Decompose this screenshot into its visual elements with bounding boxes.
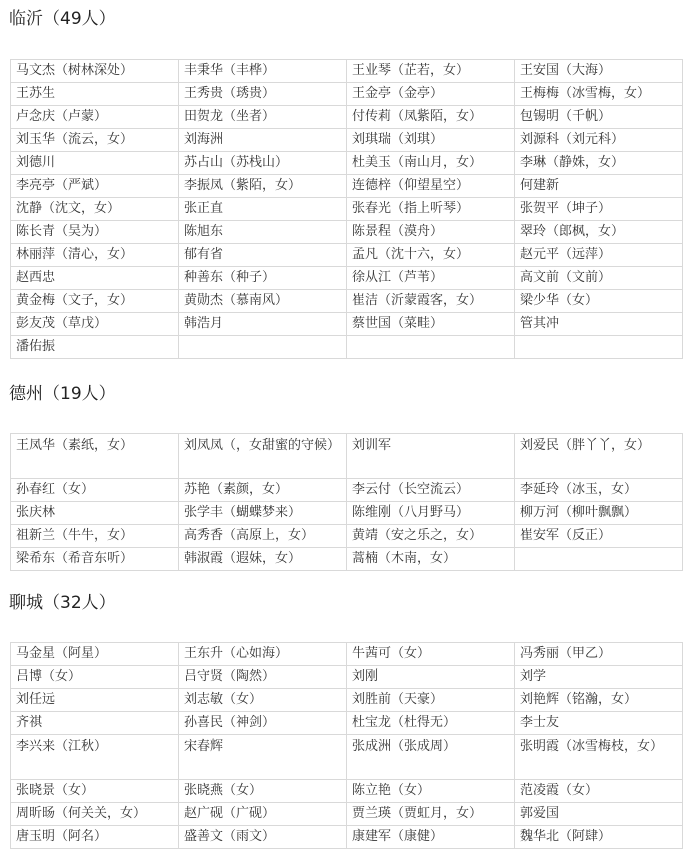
table-cell: 徐从江（芦苇） [347,267,515,290]
table-cell: 李亮亭（严斌） [11,175,179,198]
table-cell: 康建军（康健） [347,826,515,849]
table-cell: 张正直 [179,198,347,221]
table-row [11,244,683,267]
table-cell: 包锡明（千帆） [515,106,683,129]
table-cell: 刘艳辉（铭瀚，女） [515,689,683,712]
table-row [11,198,683,221]
table-cell: 陈立艳（女） [347,780,515,803]
table-cell: 赵元平（远萍） [515,244,683,267]
member-table [10,642,683,849]
table-row [11,221,683,244]
table-row [11,826,683,849]
table-cell: 贾兰瑛（贾虹月，女） [347,803,515,826]
table-row [11,712,683,735]
table-cell: 王苏生 [11,83,179,106]
table-cell: 崔安军（反正） [515,525,683,548]
table-cell: 郁有省 [179,244,347,267]
table-cell: 张庆林 [11,502,179,525]
table-row [11,175,683,198]
table-cell: 潘佑振 [11,336,179,359]
table-cell: 种善东（种子） [179,267,347,290]
table-cell: 刘海洲 [179,129,347,152]
table-row [11,689,683,712]
table-cell: 苏占山（苏栈山） [179,152,347,175]
member-table [10,433,683,571]
table-cell: 赵西忠 [11,267,179,290]
section-title: 聊城（32人） [9,593,116,613]
table-row [11,106,683,129]
table-cell: 杜宝龙（杜得无） [347,712,515,735]
table-cell: 黄靖（安之乐之，女） [347,525,515,548]
table-cell: 范凌霞（女） [515,780,683,803]
table-cell: 李琳（静姝，女） [515,152,683,175]
table-cell [347,336,515,359]
table-cell: 梁少华（女） [515,290,683,313]
table-cell: 陈景程（漠舟） [347,221,515,244]
table-cell: 张晓景（女） [11,780,179,803]
table-cell: 陈长青（吴为） [11,221,179,244]
section-title: 临沂（49人） [9,9,116,29]
table-cell: 连德梓（仰望星空） [347,175,515,198]
table-cell: 黄金梅（文子，女） [11,290,179,313]
table-cell: 吕守贤（陶然） [179,666,347,689]
table-cell: 刘源科（刘元科） [515,129,683,152]
table-cell: 李兴来（江秋） [11,735,179,780]
table-cell: 何建新 [515,175,683,198]
table-cell: 黄勋杰（慕南风） [179,290,347,313]
table-row [11,60,683,83]
table-row [11,313,683,336]
table-row [11,666,683,689]
table-cell: 张成洲（张成周） [347,735,515,780]
table-cell: 翠玲（郎枫，女） [515,221,683,244]
table-cell: 张明霞（冰雪梅枝，女） [515,735,683,780]
table-cell: 张贺平（坤子） [515,198,683,221]
table-cell [515,336,683,359]
member-table [10,59,683,359]
table-row [11,434,683,479]
table-row [11,548,683,571]
table-cell: 韩淑霞（遐妹，女） [179,548,347,571]
table-cell: 高秀香（高原上，女） [179,525,347,548]
table-cell: 彭友茂（草戊） [11,313,179,336]
table-cell: 周昕旸（何关关，女） [11,803,179,826]
table-cell: 孙春红（女） [11,479,179,502]
table-cell: 冯秀丽（甲乙） [515,643,683,666]
table-row [11,152,683,175]
table-row [11,290,683,313]
table-cell: 柳万河（柳叶飘飘） [515,502,683,525]
table-cell: 张学丰（蝴蝶梦来） [179,502,347,525]
table-cell: 刘爱民（胖丫丫，女） [515,434,683,479]
table-cell: 田贺龙（坐者） [179,106,347,129]
table-cell: 蔡世国（菜畦） [347,313,515,336]
table-cell: 盛善文（雨文） [179,826,347,849]
table-row [11,129,683,152]
table-cell: 李士友 [515,712,683,735]
table-cell: 孟凡（沈十六，女） [347,244,515,267]
table-cell: 崔洁（沂蒙霞客，女） [347,290,515,313]
table-cell: 刘学 [515,666,683,689]
table-cell: 林丽萍（清心，女） [11,244,179,267]
table-cell: 刘志敏（女） [179,689,347,712]
table-row [11,502,683,525]
table-cell: 韩浩月 [179,313,347,336]
table-cell: 张春光（指上听琴） [347,198,515,221]
table-cell: 管其冲 [515,313,683,336]
table-cell: 宋春辉 [179,735,347,780]
table-cell: 王安国（大海） [515,60,683,83]
table-cell: 祖新兰（牛牛，女） [11,525,179,548]
table-cell: 李云付（长空流云） [347,479,515,502]
table-row [11,735,683,780]
table-cell: 陈旭东 [179,221,347,244]
table-row [11,479,683,502]
table-cell: 马文杰（树林深处） [11,60,179,83]
section-title: 德州（19人） [9,384,116,404]
table-cell: 齐祺 [11,712,179,735]
table-cell [515,548,683,571]
table-row [11,267,683,290]
table-cell: 高文前（文前） [515,267,683,290]
table-cell: 蒿楠（木南，女） [347,548,515,571]
table-cell [179,336,347,359]
table-cell: 王梅梅（冰雪梅，女） [515,83,683,106]
table-cell: 王东升（心如海） [179,643,347,666]
table-cell: 梁希东（希音东听） [11,548,179,571]
table-cell: 马金星（阿星） [11,643,179,666]
table-cell: 刘训军 [347,434,515,479]
table-cell: 卢念庆（卢蒙） [11,106,179,129]
table-cell: 李延玲（冰玉，女） [515,479,683,502]
table-cell: 刘刚 [347,666,515,689]
table-cell: 王秀贵（琇贵） [179,83,347,106]
table-cell: 郭爱国 [515,803,683,826]
table-row [11,83,683,106]
table-row [11,780,683,803]
table-cell: 苏艳（素颜，女） [179,479,347,502]
table-cell: 李振凤（紫陌，女） [179,175,347,198]
table-cell: 沈静（沈文，女） [11,198,179,221]
table-cell: 王凤华（素纸，女） [11,434,179,479]
table-cell: 付传莉（凤紫陌，女） [347,106,515,129]
table-cell: 牛茜可（女） [347,643,515,666]
table-cell: 刘凤凤（，女甜蜜的守候） [179,434,347,479]
table-cell: 魏华北（阿肆） [515,826,683,849]
table-cell: 陈维刚（八月野马） [347,502,515,525]
table-cell: 张晓燕（女） [179,780,347,803]
table-row [11,643,683,666]
table-cell: 刘玉华（流云，女） [11,129,179,152]
table-cell: 丰秉华（丰桦） [179,60,347,83]
table-cell: 刘任远 [11,689,179,712]
table-cell: 杜美玉（南山月，女） [347,152,515,175]
table-row [11,525,683,548]
table-cell: 刘琪瑞（刘琪） [347,129,515,152]
table-cell: 孙喜民（神剑） [179,712,347,735]
table-cell: 王业琴（芷若，女） [347,60,515,83]
table-cell: 刘胜前（天豪） [347,689,515,712]
table-cell: 吕博（女） [11,666,179,689]
table-cell: 唐玉明（阿名） [11,826,179,849]
table-row [11,336,683,359]
table-row [11,803,683,826]
table-cell: 刘德川 [11,152,179,175]
table-cell: 王金亭（金亭） [347,83,515,106]
table-cell: 赵广砚（广砚） [179,803,347,826]
